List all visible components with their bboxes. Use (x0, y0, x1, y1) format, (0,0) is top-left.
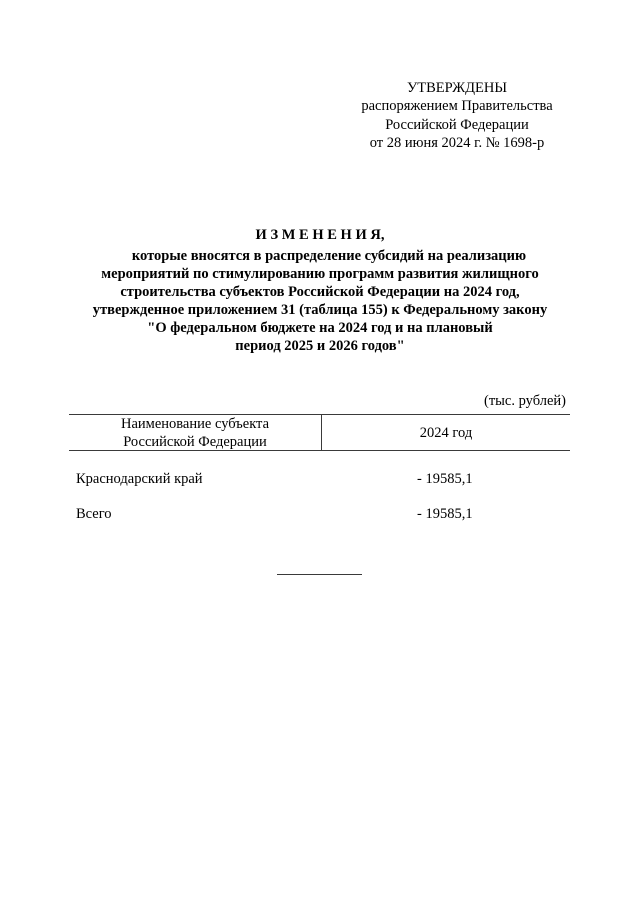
subtitle-line: строительства субъектов Российской Федерации на 2024 год, (120, 284, 520, 300)
header-year: 2024 год (419, 424, 473, 441)
approval-heading: УТВЕРЖДЕНЫ (406, 80, 508, 96)
row-value: - 19585,1 (417, 505, 473, 522)
document-subtitle (40, 247, 600, 355)
subtitle-line: "О федеральном бюджете на 2024 год и на плановый (147, 320, 493, 336)
units-label: (тыс. рублей) (484, 393, 566, 409)
header-subject-line: Российской Федерации (123, 433, 267, 450)
closing-rule (277, 574, 362, 575)
subtitle-line: период 2025 и 2026 годов" (235, 338, 405, 354)
row-value: - 19585,1 (417, 470, 473, 487)
table-row (69, 461, 570, 496)
approval-block (337, 79, 577, 152)
approval-line: распоряжением Правительства (361, 98, 553, 115)
table-row-total (69, 496, 570, 531)
row-subject: Всего (76, 505, 112, 522)
table-header (69, 414, 570, 451)
subtitle-line: мероприятий по стимулированию программ развития жилищного (101, 266, 539, 282)
subtitle-line: которые вносятся в распределение субсидий на реализацию (131, 248, 527, 264)
approval-line: Российской Федерации (385, 116, 529, 133)
row-subject: Краснодарский край (76, 470, 203, 487)
header-subject (69, 415, 322, 450)
data-table (69, 414, 570, 531)
subtitle-line: утвержденное приложением 31 (таблица 155) к Федеральному закону (92, 302, 548, 318)
approval-date-number: от 28 июня 2024 г. № 1698-р (369, 134, 545, 151)
document-title: И З М Е Н Е Н И Я, (255, 227, 385, 243)
header-subject-line: Наименование субъекта (120, 415, 270, 432)
